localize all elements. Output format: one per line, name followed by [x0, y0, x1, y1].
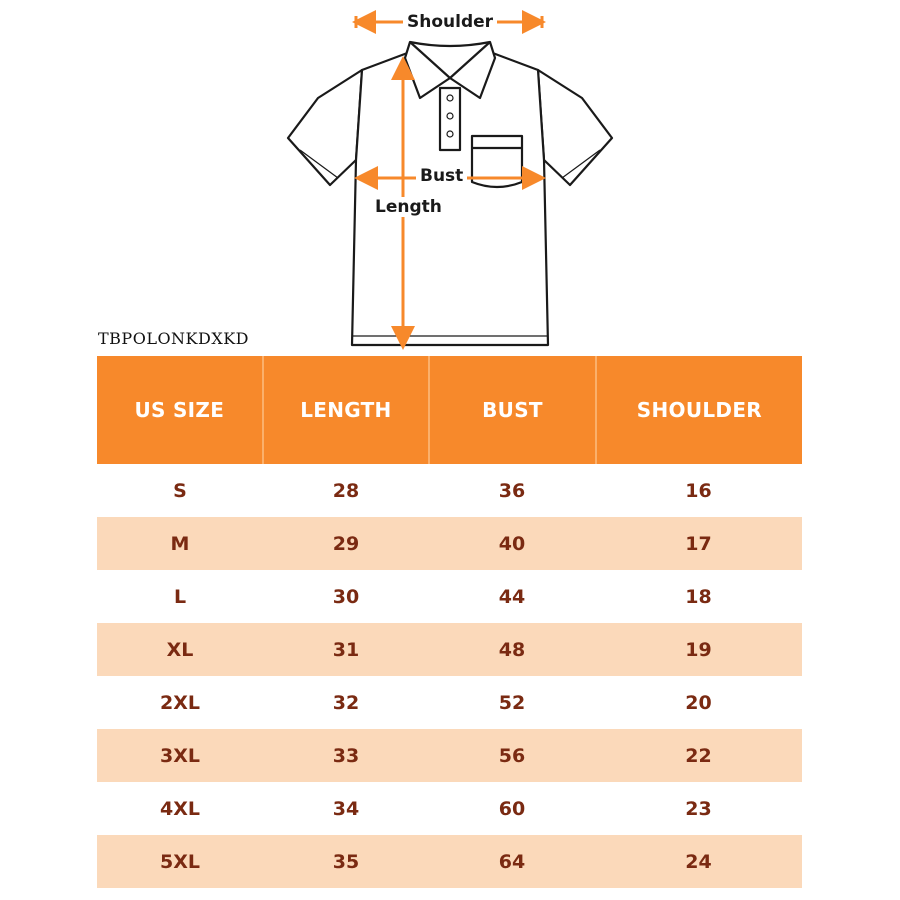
header-shoulder: SHOULDER	[636, 398, 762, 422]
cell-bust: 60	[498, 797, 526, 820]
table-row	[97, 676, 802, 729]
cell-shoulder: 18	[685, 585, 712, 608]
cell-length: 31	[332, 638, 360, 661]
cell-shoulder: 17	[685, 532, 712, 555]
cell-size: S	[173, 479, 187, 502]
cell-size: 4XL	[160, 797, 200, 820]
cell-bust: 64	[498, 850, 526, 873]
bust-label: Bust	[416, 166, 467, 186]
cell-bust: 36	[498, 479, 526, 502]
cell-size: L	[173, 585, 187, 608]
header-us-size: US SIZE	[97, 356, 264, 464]
cell-size: 5XL	[160, 850, 200, 873]
table-header	[97, 356, 802, 464]
header-length: LENGTH	[264, 356, 431, 464]
cell-shoulder: 23	[685, 797, 712, 820]
shirt-measurement-diagram	[0, 0, 900, 360]
size-chart-table	[97, 356, 802, 888]
cell-size: 3XL	[160, 744, 200, 767]
cell-length: 35	[332, 850, 360, 873]
table-row	[97, 517, 802, 570]
table-row	[97, 623, 802, 676]
cell-size: 2XL	[160, 691, 200, 714]
cell-shoulder: 24	[685, 850, 712, 873]
cell-length: 28	[332, 479, 360, 502]
cell-bust: 56	[498, 744, 526, 767]
cell-shoulder: 16	[685, 479, 712, 502]
table-row	[97, 835, 802, 888]
cell-size: XL	[166, 638, 194, 661]
cell-length: 29	[332, 532, 360, 555]
cell-size: M	[170, 532, 190, 555]
cell-bust: 44	[498, 585, 526, 608]
cell-shoulder: 20	[685, 691, 712, 714]
cell-length: 33	[332, 744, 360, 767]
cell-bust: 40	[498, 532, 526, 555]
table-row	[97, 782, 802, 835]
table-row	[97, 464, 802, 517]
length-label: Length	[371, 197, 446, 217]
cell-bust: 52	[498, 691, 526, 714]
cell-length: 32	[332, 691, 360, 714]
table-row	[97, 729, 802, 782]
table-body	[97, 464, 802, 888]
cell-shoulder: 22	[685, 744, 712, 767]
shoulder-label: Shoulder	[403, 12, 497, 32]
cell-length: 34	[332, 797, 360, 820]
cell-bust: 48	[498, 638, 526, 661]
product-code: TBPOLONKDXKD	[98, 329, 250, 348]
table-row	[97, 570, 802, 623]
cell-shoulder: 19	[685, 638, 712, 661]
cell-length: 30	[332, 585, 360, 608]
header-bust: BUST	[430, 356, 597, 464]
